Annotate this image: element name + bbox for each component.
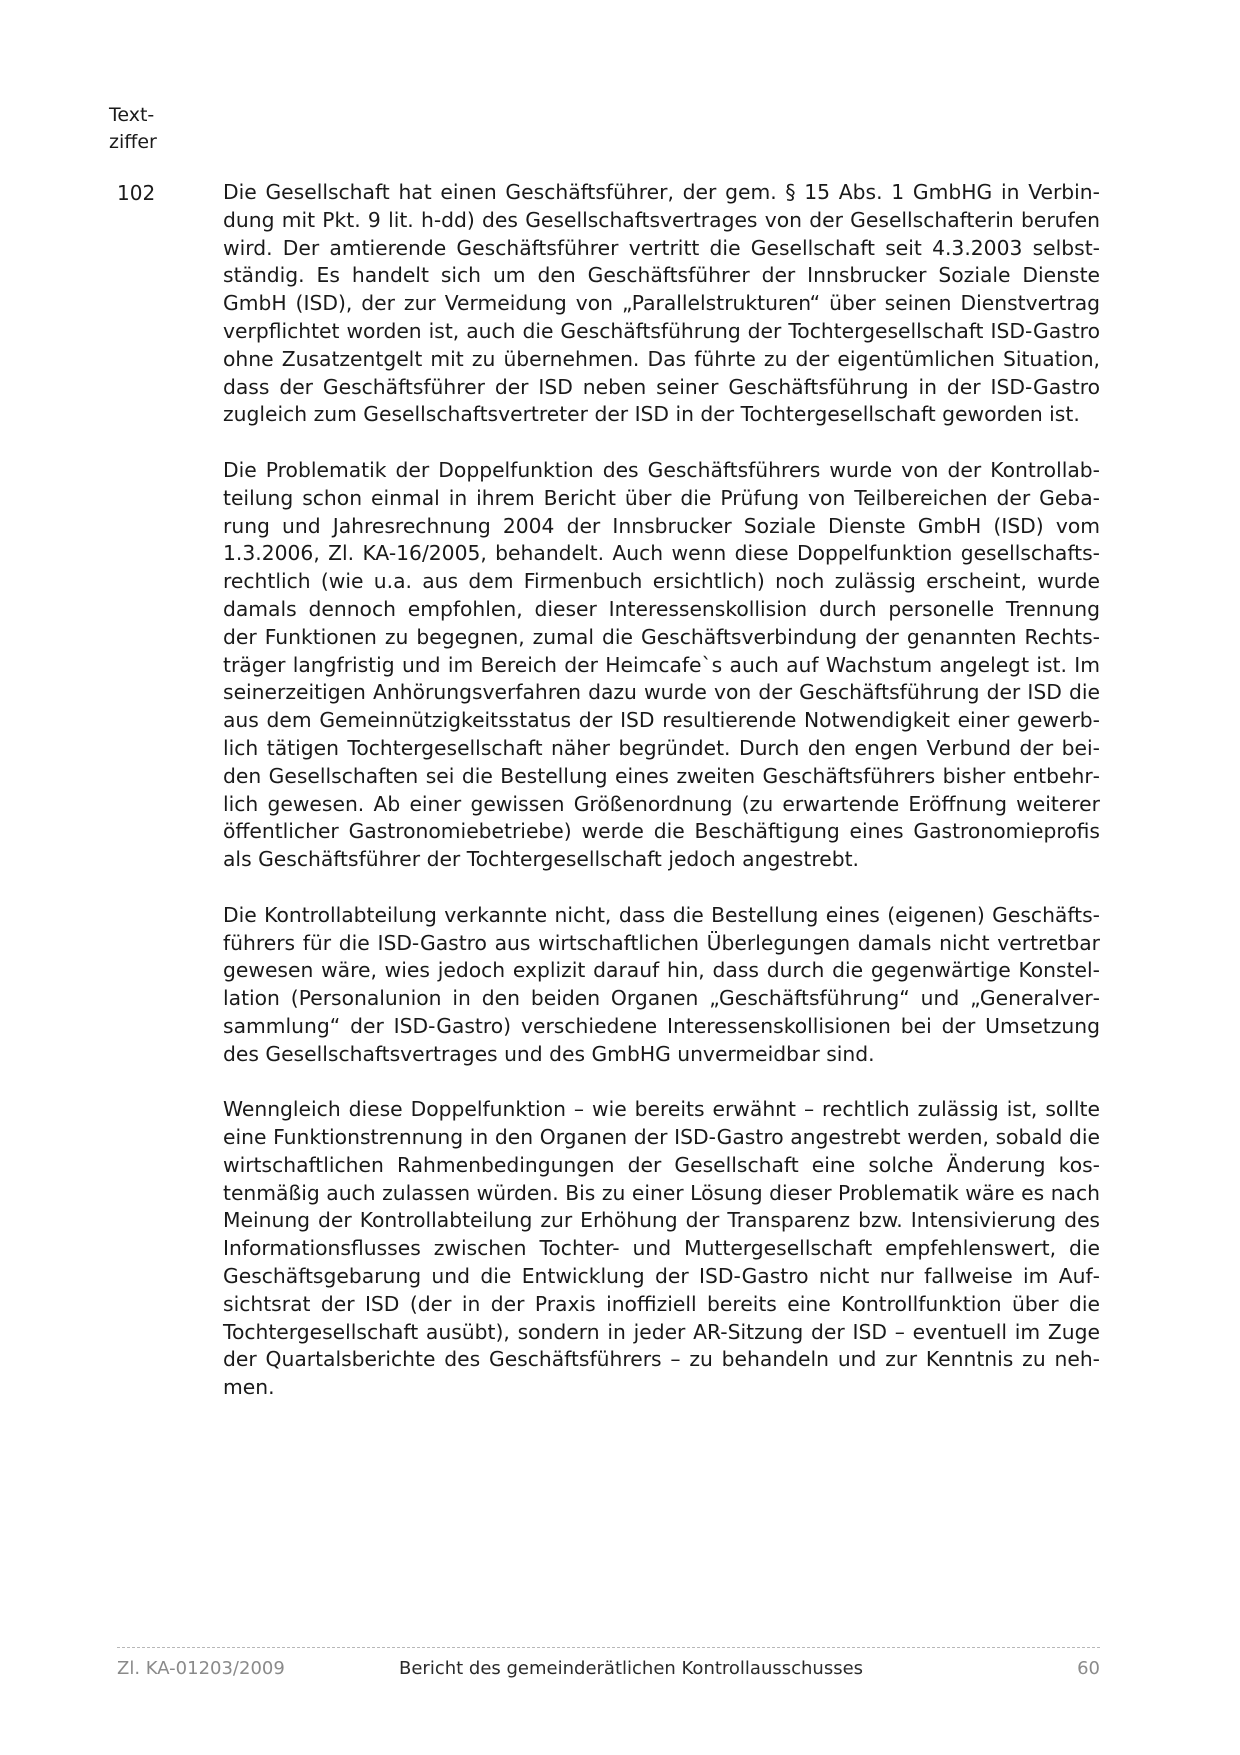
section-body	[223, 179, 1100, 1430]
page-footer	[117, 1656, 1100, 1682]
page-number: 60	[1077, 1658, 1100, 1679]
paragraph-1: Die Gesellschaft hat einen Geschäftsführer, der gem. § 15 Abs. 1 GmbHG in Verbindung mit Pkt. 9 lit. h-dd) des Gesellschaftsvertrages von der Gesellschafterin berufen wird. Der amtierende Geschäftsführer vertritt die Gesellschaft seit 4.3.2003 selbstständig. Es handelt sich um den Geschäftsführer der Innsbrucker Soziale Dienste GmbH (ISD), der zur Vermeidung von „Parallelstrukturen“ über seinen Dienstvertrag verpflichtet worden ist, auch die Geschäftsführung der Tochtergesellschaft ISD-Gastro ohne Zusatzentgelt mit zu übernehmen. Das führte zu der eigentümlichen Situation, dass der Geschäftsführer der ISD neben seiner Geschäftsführung in der ISD-Gastro zugleich zum Gesellschaftsvertreter der ISD in der Tochtergesellschaft geworden ist.	[223, 180, 1100, 427]
margin-label-line-1: Text-	[109, 104, 155, 126]
footer-reference: Zl. KA-01203/2009	[117, 1658, 285, 1679]
margin-label-line-2: ziffer	[109, 131, 157, 153]
paragraph-2: Die Problematik der Doppelfunktion des Geschäftsführers wurde von der Kontrollabteilung schon einmal in ihrem Bericht über die Prüfung von Teilbereichen der Gebarung und Jahresrechnung 2004 der Innsbrucker Soziale Dienste GmbH (ISD) vom 1.3.2006, Zl. KA-16/2005, behandelt. Auch wenn diese Doppelfunktion gesellschaftsrechtlich (wie u.a. aus dem Firmenbuch ersichtlich) noch zulässig erscheint, wurde damals dennoch empfohlen, dieser Interessenskollision durch personelle Trennung der Funktionen zu begegnen, zumal die Geschäftsverbindung der genannten Rechtsträger langfristig und im Bereich der Heimcafe`s auch auf Wachstum angelegt ist. Im seinerzeitigen Anhörungsverfahren dazu wurde von der Geschäftsführung der ISD die aus dem Gemeinnützigkeitsstatus der ISD resultierende Notwendigkeit einer gewerblich tätigen Tochtergesellschaft näher begründet. Durch den engen Verbund der beiden Gesellschaften sei die Bestellung eines zweiten Geschäftsführers bisher entbehrlich gewesen. Ab einer gewissen Größenordnung (zu erwartende Eröffnung weiterer öffentlicher Gastronomiebetriebe) werde die Beschäftigung eines Gastronomieprofis als Geschäftsführer der Tochtergesellschaft jedoch angestrebt.	[223, 457, 1100, 872]
paragraph-3: Die Kontrollabteilung verkannte nicht, dass die Bestellung eines (eigenen) Geschäftsführers für die ISD-Gastro aus wirtschaftlichen Überlegungen damals nicht vertretbar gewesen wäre, wies jedoch explizit darauf hin, dass durch die gegenwärtige Konstellation (Personalunion in den beiden Organen „Geschäftsführung“ und „Generalversammlung“ der ISD-Gastro) verschiedene Interessenskollisionen bei der Umsetzung des Gesellschaftsvertrages und des GmbHG unvermeidbar sind.	[223, 902, 1100, 1066]
paragraph-4: Wenngleich diese Doppelfunktion – wie bereits erwähnt – rechtlich zulässig ist, sollte eine Funktionstrennung in den Organen der ISD-Gastro angestrebt werden, sobald die wirtschaftlichen Rahmenbedingungen der Gesellschaft eine solche Änderung kostenmäßig auch zulassen würden. Bis zu einer Lösung dieser Problematik wäre es nach Meinung der Kontrollabteilung zur Erhöhung der Transparenz bzw. Intensivierung des Informationsflusses zwischen Tochter- und Muttergesellschaft empfehlenswert, die Geschäftsgebarung und die Entwicklung der ISD-Gastro nicht nur fallweise im Aufsichtsrat der ISD (der in der Praxis inoffiziell bereits eine Kontrollfunktion über die Tochtergesellschaft ausübt), sondern in jeder AR-Sitzung der ISD – eventuell im Zuge der Quartalsberichte des Geschäftsführers – zu behandeln und zur Kenntnis zu nehmen.	[223, 1097, 1100, 1400]
margin-label-textziffer	[109, 102, 169, 156]
section-number: 102	[117, 181, 156, 205]
footer-title: Bericht des gemeinderätlichen Kontrollausschusses	[399, 1658, 864, 1679]
footer-divider	[117, 1647, 1100, 1648]
